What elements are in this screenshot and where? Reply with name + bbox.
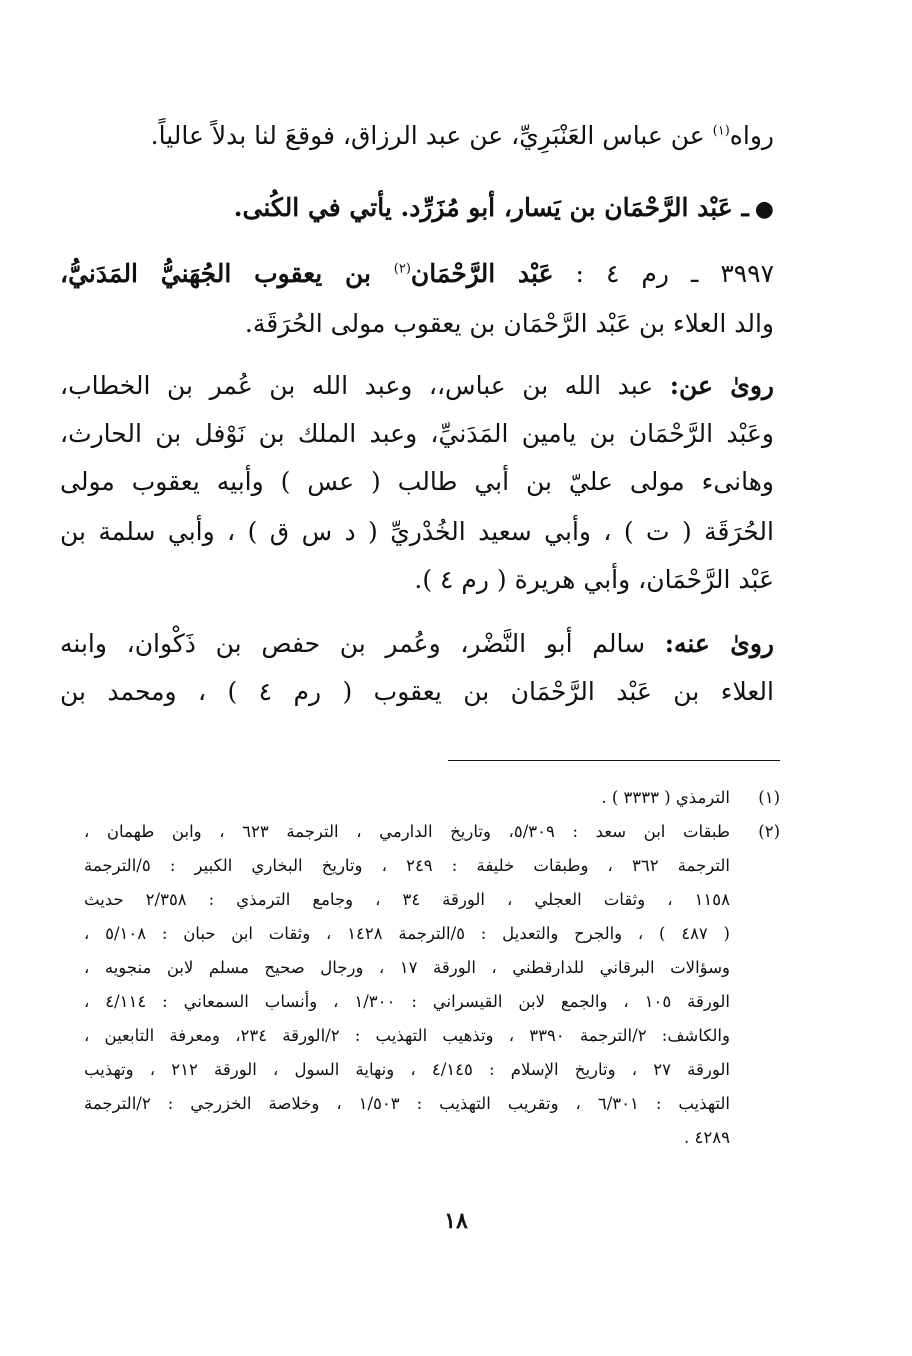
footnote-line: وسؤالات البرقاني للدارقطني ، الورقة ١٧ ، ورجال صحيح مسلم لابن منجويه ، — [84, 958, 730, 977]
text: الحُرَقَة ( ت ) ، وأبي سعيد الخُدْريِّ ( د س ق ) ، وأبي سلمة بن — [60, 517, 774, 546]
entry-line-2 — [60, 304, 774, 346]
riwa-an-label: روىٰ عن: — [669, 371, 774, 400]
entry-name-rest: بن يعقوب الجُهَنيُّ المَدَنيُّ، — [60, 259, 394, 288]
riwa-an-line-4 — [60, 512, 774, 554]
riwa-anhu-line-1 — [60, 624, 774, 666]
footnote-line: والكاشف: ٢/الترجمة ٣٣٩٠ ، وتذهيب التهذيب : ٢/الورقة ٢٣٤، ومعرفة التابعين ، — [84, 1026, 730, 1045]
text: العلاء بن عَبْد الرَّحْمَان بن يعقوب ( رم ٤ ) ، ومحمد بن — [60, 677, 774, 706]
text: عبد الله بن عباس،، وعبد الله بن عُمر بن الخطاب، — [60, 371, 670, 400]
text: سالم أبو النَّضْر، وعُمر بن حفص بن ذَكْوان، وابنه — [60, 629, 665, 658]
footnote-separator — [448, 760, 780, 761]
footnote-line: التهذيب : ٦/٣٠١ ، وتقريب التهذيب : ١/٥٠٣ ، وخلاصة الخزرجي : ٢/الترجمة — [84, 1094, 730, 1113]
page-number: ١٨ — [444, 1208, 468, 1234]
footnote-ref-1[interactable]: (١) — [712, 123, 730, 139]
footnote-line: الورقة ٢٧ ، وتاريخ الإسلام : ٤/١٤٥ ، ونهاية السول ، الورقة ٢١٢ ، وتهذيب — [84, 1060, 730, 1079]
riwa-an-line-2 — [60, 414, 774, 456]
riwa-an-line-3 — [60, 462, 774, 504]
footnote-line: الترجمة ٣٦٢ ، وطبقات خليفة : ٢٤٩ ، وتاريخ البخاري الكبير : ٥/الترجمة — [84, 856, 730, 875]
entry-name: عَبْد الرَّحْمَان — [410, 259, 554, 288]
entry-number: ٣٩٩٧ ـ — [690, 259, 774, 288]
footnote-line: طبقات ابن سعد : ٥/٣٠٩، وتاريخ الدارمي ، الترجمة ٦٢٣ ، وابن طهمان ، — [84, 822, 730, 841]
text: عَبْد الرَّحْمَان، وأبي هريرة ( رم ٤ ). — [414, 565, 774, 594]
riwa-an-line-5 — [60, 560, 774, 602]
text: رواه — [729, 121, 774, 150]
text: وهانىء مولى عليّ بن أبي طالب ( عس ) وأبيه يعقوب مولى — [60, 467, 774, 496]
entry-codes: رم ٤ : — [575, 259, 669, 288]
footnote-line: ٤٢٨٩ . — [684, 1128, 730, 1147]
cross-reference-line — [60, 188, 774, 230]
footnote-line: الترمذي ( ٣٣٣٣ ) . — [601, 788, 730, 807]
text: والد العلاء بن عَبْد الرَّحْمَان بن يعقوب مولى الحُرَقَة. — [244, 309, 774, 338]
footnote-ref-2[interactable]: (٢) — [393, 261, 411, 277]
bullet-icon: ● — [754, 196, 774, 222]
text-line-1 — [60, 116, 774, 158]
text: عن عباس العَنْبَرِيِّ، عن عبد الرزاق، فوقعَ لنا بدلاً عالياً. — [150, 121, 713, 150]
riwa-an-line-1 — [60, 366, 774, 408]
riwa-anhu-line-2 — [60, 672, 774, 714]
footnote-number: (١) — [758, 788, 780, 807]
footnote-line: ١١٥٨ ، وثقات العجلي ، الورقة ٣٤ ، وجامع الترمذي : ٢/٣٥٨ حديث — [84, 890, 730, 909]
entry-heading-line — [60, 254, 774, 296]
footnote-line: ( ٤٨٧ ) ، والجرح والتعديل : ٥/الترجمة ١٤٢٨ ، وثقات ابن حبان : ٥/١٠٨ ، — [84, 924, 730, 943]
text: ـ عَبْد الرَّحْمَان بن يَسار، أبو مُزَرِّد. يأتي في الكُنى. — [233, 193, 749, 222]
footnote-number: (٢) — [758, 822, 780, 841]
footnote-line: الورقة ١٠٥ ، والجمع لابن القيسراني : ١/٣٠٠ ، وأنساب السمعاني : ٤/١١٤ ، — [84, 992, 730, 1011]
text: وعَبْد الرَّحْمَان بن يامين المَدَنيِّ، وعبد الملك بن نَوْفل بن الحارث، — [60, 419, 774, 448]
riwa-anhu-label: روىٰ عنه: — [664, 629, 774, 658]
